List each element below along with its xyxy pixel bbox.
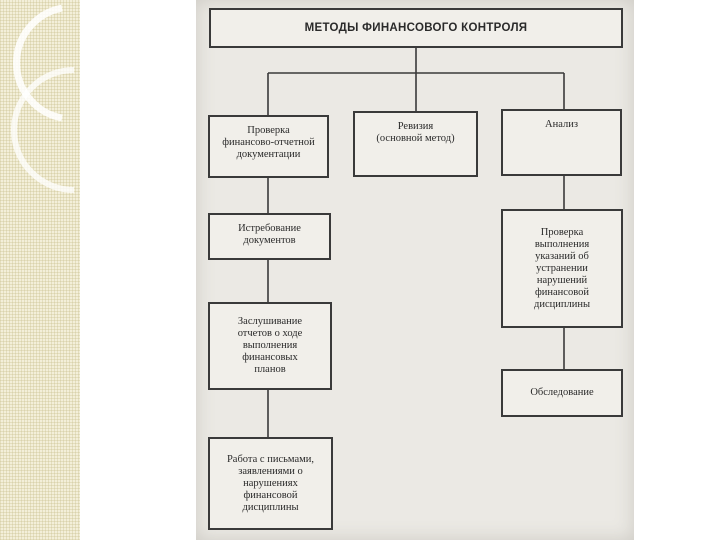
decorative-pattern-panel <box>0 0 80 540</box>
node-check-reporting: Проверка финансово-отчетной документации <box>208 115 329 178</box>
node-inspection: Обследование <box>501 369 623 417</box>
node-revision: Ревизия (основной метод) <box>353 111 478 177</box>
node-request-documents: Истребование документов <box>208 213 331 260</box>
node-hearing-reports: Заслушивание отчетов о ходе выполнения финансовых планов <box>208 302 332 390</box>
scanned-page <box>196 0 634 540</box>
node-check-instructions: Проверка выполнения указаний об устранении нарушений финансовой дисциплины <box>501 209 623 328</box>
node-letters-work: Работа с письмами, заявлениями о нарушениях финансовой дисциплины <box>208 437 333 530</box>
decorative-arcs <box>0 0 80 540</box>
node-analysis: Анализ <box>501 109 622 176</box>
diagram-title: МЕТОДЫ ФИНАНСОВОГО КОНТРОЛЯ <box>209 8 623 48</box>
